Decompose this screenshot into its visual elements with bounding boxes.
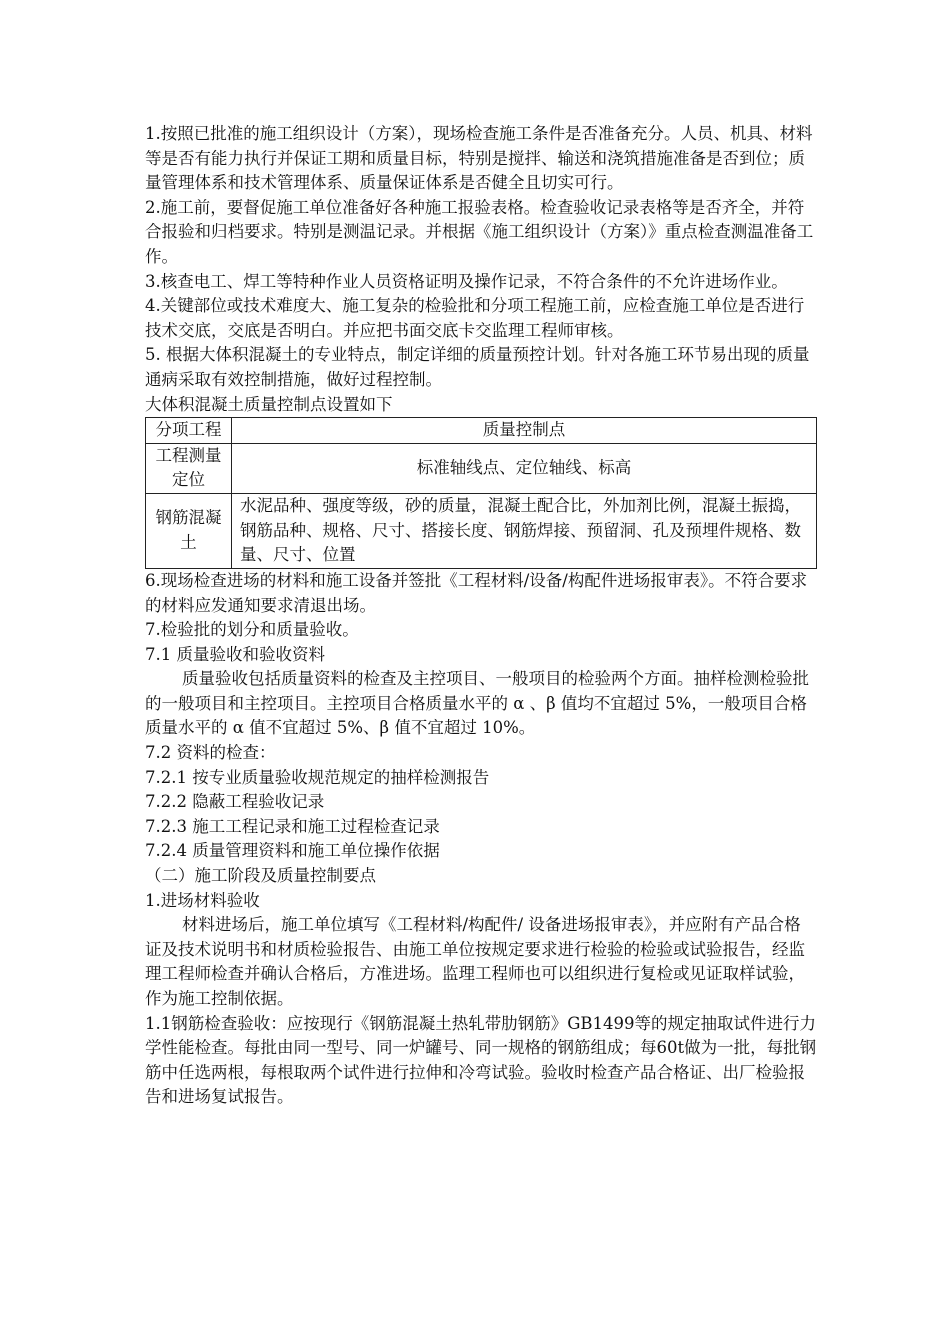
paragraph-6: 6.现场检查进场的材料和施工设备并签批《工程材料/设备/构配件进场报审表》。不符合要求的材料应发通知要求清退出场。 — [145, 570, 808, 615]
paragraph-3: 3.核查电工、焊工等特种作业人员资格证明及操作记录，不符合条件的不允许进场作业。 — [145, 271, 788, 291]
paragraph-material-body: 材料进场后，施工单位填写《工程材料/构配件/ 设备进场报审表》，并应附有产品合格证及技术说明书和材质检验报告、由施工单位按规定要求进行检验的检验或试验报告，经监理工程师检查并确认合格后，方准进场。监理工程师也可以组织进行复检或见证取样试验，作为施工控制依据。 — [145, 915, 805, 1008]
table-header-row — [146, 418, 817, 444]
paragraph-7-1-body: 质量验收包括质量资料的检查及主控项目、一般项目的检验两个方面。抽样检测检验批的一般项目和主控项目。主控项目合格质量水平的 α 、β 值均不宜超过 5%，一般项目合格质量水平的 α 值不宜超过 5%、β 值不宜超过 10%。 — [145, 669, 809, 738]
paragraph-7-1: 7.1 质量验收和验收资料 — [145, 644, 325, 664]
paragraph-4: 4.关键部位或技术难度大、施工复杂的检验批和分项工程施工前，应检查施工单位是否进行技术交底，交底是否明白。并应把书面交底卡交监理工程师审核。 — [145, 296, 805, 340]
paragraph-2: 2.施工前，要督促施工单位准备好各种施工报验表格。检查验收记录表格等是否齐全，并符合报验和归档要求。特别是测温记录。并根据《施工组织设计（方案）》重点检查测温准备工作。 — [145, 197, 814, 266]
paragraph-7-2: 7.2 资料的检查： — [145, 743, 276, 763]
document-page — [145, 122, 817, 1110]
table-cell-item: 钢筋混凝土 — [146, 493, 232, 568]
paragraph-7-2-2: 7.2.2 隐蔽工程验收记录 — [145, 792, 325, 812]
table-cell-item: 工程测量定位 — [146, 443, 232, 493]
paragraph-rebar-inspection: 1.1钢筋检查验收：应按现行《钢筋混凝土热轧带肋钢筋》GB1499等的规定抽取试件进行力学性能检查。每批由同一型号、同一炉罐号、同一规格的钢筋组成；每60t做为一批，每批钢筋中任选两根，每根取两个试件进行拉伸和冷弯试验。验收时检查产品合格证、出厂检验报告和进场复试报告。 — [145, 1013, 817, 1107]
paragraph-material-title: 1.进场材料验收 — [145, 890, 260, 910]
section-heading-2: （二）施工阶段及质量控制要点 — [145, 866, 376, 886]
lower-section — [145, 569, 817, 1110]
table-row — [146, 443, 817, 493]
table-row — [146, 493, 817, 568]
quality-control-table — [145, 417, 817, 569]
paragraph-7: 7.检验批的划分和质量验收。 — [145, 620, 359, 640]
paragraph-7-2-1: 7.2.1 按专业质量验收规范规定的抽样检测报告 — [145, 767, 490, 787]
table-cell-points: 标准轴线点、定位轴线、标高 — [232, 443, 817, 493]
paragraph-5: 5. 根据大体积混凝土的专业特点，制定详细的质量预控计划。针对各施工环节易出现的质量通病采取有效控制措施，做好过程控制。 — [145, 345, 810, 389]
table-caption: 大体积混凝土质量控制点设置如下 — [145, 394, 393, 414]
table-header-points: 质量控制点 — [232, 418, 817, 444]
paragraph-1: 1.按照已批准的施工组织设计（方案），现场检查施工条件是否准备充分。人员、机具、材料等是否有能力执行并保证工期和质量目标，特别是搅拌、输送和浇筑措施准备是否到位；质量管理体系和技术管理体系、质量保证体系是否健全且切实可行。 — [145, 124, 813, 193]
table-cell-points: 水泥品种、强度等级，砂的质量，混凝土配合比，外加剂比例，混凝土振捣，钢筋品种、规格、尺寸、搭接长度、钢筋焊接、预留洞、孔及预埋件规格、数量、尺寸、位置 — [232, 493, 817, 568]
paragraph-7-2-4: 7.2.4 质量管理资料和施工单位操作依据 — [145, 841, 440, 861]
table-header-item: 分项工程 — [146, 418, 232, 444]
paragraph-7-2-3: 7.2.3 施工工程记录和施工过程检查记录 — [145, 816, 440, 836]
